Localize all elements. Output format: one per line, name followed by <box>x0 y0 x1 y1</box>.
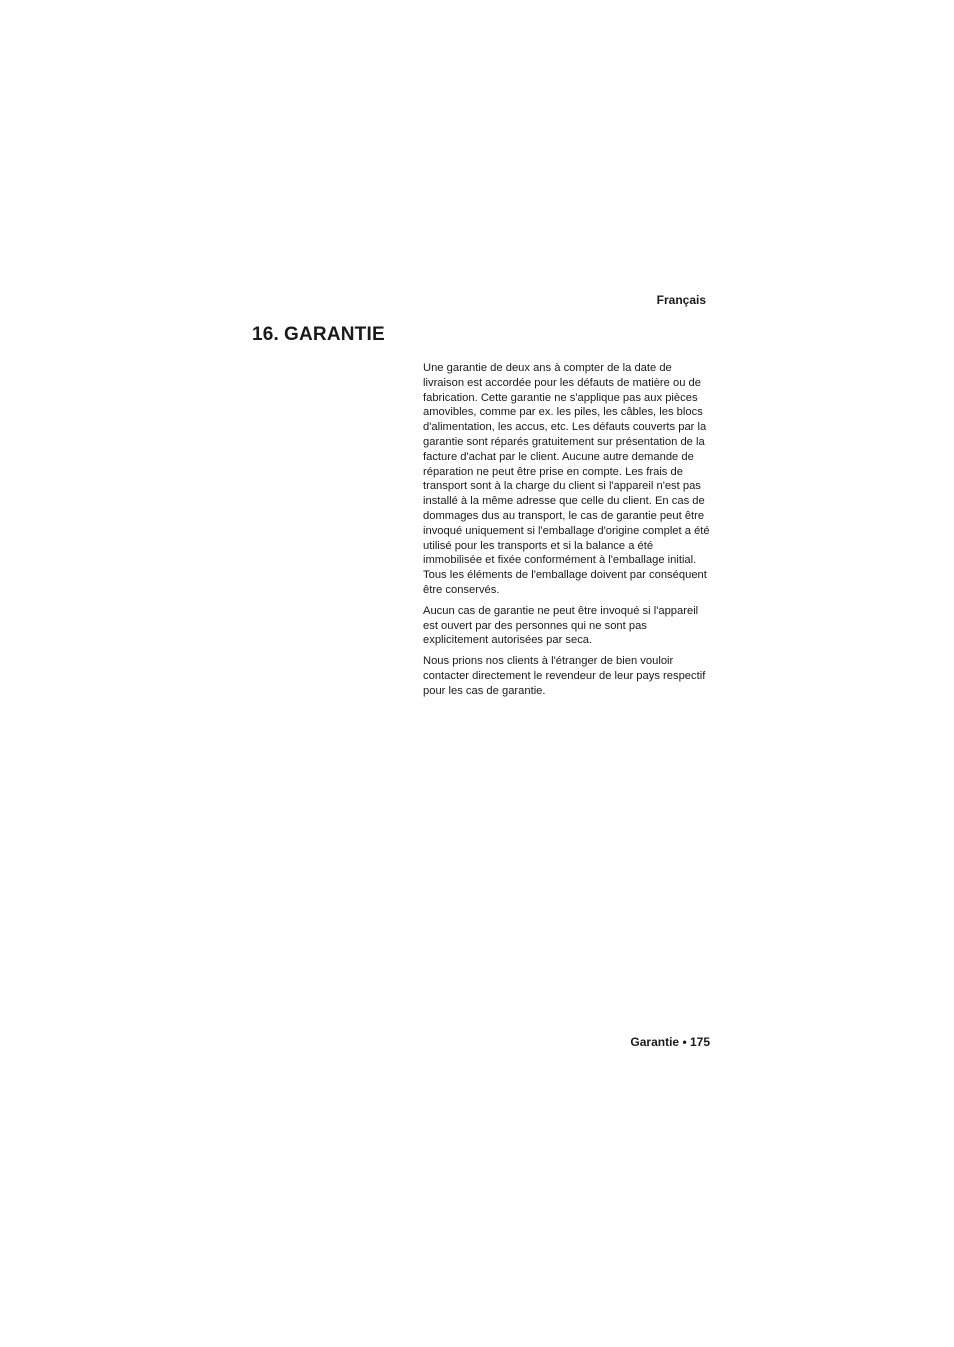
section-number: 16. <box>252 324 280 345</box>
paragraph-warranty-exclusion: Aucun cas de garantie ne peut être invoqué si l'appareil est ouvert par des personnes qui ne sont pas explicitement autorisées par seca. <box>423 604 699 647</box>
paragraph-foreign-customers: Nous prions nos clients à l'étranger de bien vouloir contacter directement le revendeur de leur pays respectif pour les cas de garantie. <box>423 655 706 697</box>
page-footer: Garantie • 175 <box>630 1035 710 1049</box>
section-title: GARANTIE <box>284 324 385 345</box>
language-label: Français <box>656 293 706 307</box>
section-heading <box>252 323 385 347</box>
paragraph-warranty-terms: Une garantie de deux ans à compter de la date de livraison est accordée pour les défauts de matière ou de fabrication. Cette garantie ne s'applique pas aux pièces amovibles, comme par ex. les piles, les câbles, les blocs d'alimentation, les accus, etc. Les défauts couverts par la garantie sont réparés gratuitement sur présentation de la facture d'achat par le client. Aucune autre demande de réparation ne peut être prise en compte. Les frais de transport sont à la charge du client si l'appareil n'est pas installé à la même adresse que celle du client. En cas de dommages dus au transport, le cas de garantie peut être invoqué uniquement si l'emballage d'origine complet a été utilisé pour les transports et si la balance a été immobilisée et fixée conformément à l'emballage initial. Tous les éléments de l'emballage doivent par conséquent être conservés. <box>423 362 710 596</box>
body-text <box>423 361 713 705</box>
